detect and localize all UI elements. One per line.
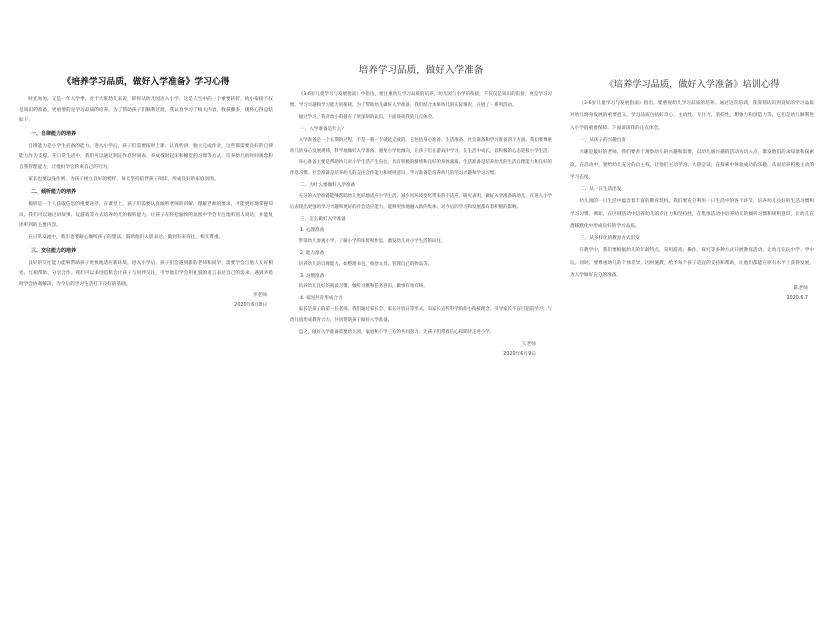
section-heading: 3. 习惯准备 bbox=[300, 273, 325, 279]
paragraph: 在教学中，我们要根据幼儿的年龄特点，采用游戏、操作、探究等多种方式开展教育活动，让幼儿在玩中学、学中玩。同时，要尊重幼儿的个体差异，因材施教，给予每个孩子适宜的支持和帮助，让他们都能在原有水平上获得发展，为入学做好充分的准备。 bbox=[570, 248, 814, 279]
document-title: 《培养学习品质，做好入学准备》学习心得 bbox=[62, 77, 230, 87]
paragraph: 良好的交往能力能够帮助孩子更快地适应新环境。进入小学后，孩子们会遇到新的老师和同学，需要学会与他人友好相处、互相帮助、分享合作。我们可以多创造机会让孩子与同伴交往，引导他们学会用礼貌的语言表达自己的需求，遇到矛盾时学会协商解决，为今后的学习生活打下良好的基础。 bbox=[19, 260, 273, 287]
section-heading: 一、自律能力的培养 bbox=[31, 130, 77, 137]
paragraph: 幼儿园的一日生活中蕴含着丰富的教育契机。我们要充分利用一日生活中的各个环节，培养幼儿良好的生活习惯和学习习惯。例如，在区域活动中培养幼儿的专注力和坚持性，在集体活动中培养幼儿的倾听习惯和规则意识，让幼儿在潜移默化中形成良好的学习品质。 bbox=[570, 199, 814, 230]
document-body bbox=[286, 90, 556, 339]
section-heading: 三、怎么做好入学准备 bbox=[300, 216, 346, 222]
paragraph: 通过学习，我对幼小衔接有了更深刻的认识，下面谈谈我的几点体会。 bbox=[298, 114, 437, 120]
section-heading: 二、倾听能力的培养 bbox=[31, 189, 77, 196]
paragraph: 带领幼儿参观小学，了解小学的环境和作息，激发幼儿对小学生活的向往。 bbox=[298, 238, 446, 244]
paragraph: 培养幼儿的自理能力，如整理书包、收拾文具、管理自己的物品等。 bbox=[298, 261, 433, 267]
document-page-3 bbox=[566, 68, 818, 588]
document-date: 2020年6月9日 bbox=[503, 351, 536, 357]
section-heading: 二、为什么要做好入学准备 bbox=[300, 183, 356, 189]
document-title: 培养学习品质，做好入学准备 bbox=[358, 65, 484, 76]
section-heading: 一、从孩子的兴趣出发 bbox=[580, 138, 626, 144]
section-heading: 4. 家园共育形成合力 bbox=[300, 296, 343, 302]
paragraph: 兴趣是最好的老师。我们要善于观察幼儿的兴趣和需要，以幼儿感兴趣的活动为切入点，激发他们的求知欲和探索欲。在活动中，要给幼儿充分的自主权，让他们主动学习、大胆尝试，在探索中体验成功的乐趣，从而培养积极主动的学习态度。 bbox=[570, 150, 814, 180]
section-heading: 三、交往能力的培养 bbox=[31, 247, 77, 254]
document-page-1 bbox=[15, 66, 277, 566]
signature: 李老师 bbox=[252, 293, 267, 299]
document-page-2 bbox=[286, 56, 556, 572]
document-date: 2020年6月8日 bbox=[234, 303, 267, 309]
paragraph: 充分的入学准备能够帮助幼儿更好地适应小学生活，减少因环境变化带来的不适应。研究表明，做好入学准备的幼儿，在进入小学后表现出更强的学习兴趣和更好的社会适应能力，能够更快地融入新的集体，对今后的学习和发展都有着积极的影响。 bbox=[290, 194, 552, 211]
paragraph: 家长是孩子的第一任老师。我们通过家长会、家长开放日等形式，向家长宣传科学的幼小衔接理念，引导家长不盲目超前学习，与幼儿园形成教育合力，共同帮助孩子做好入学准备。 bbox=[290, 307, 552, 324]
paragraph: 家长也要以身作则，为孩子树立良好的榜样，每天坚持陪伴孩子阅读，形成良好的家庭氛围。 bbox=[28, 176, 219, 182]
document-title: 《培养学习品质，做好入学准备》培训心得 bbox=[604, 79, 780, 90]
paragraph: 培养幼儿良好的阅读习惯、倾听习惯和任务意识，做事有始有终。 bbox=[298, 284, 428, 290]
paragraph: 时光匆匆，又是一年入学季。对于大班幼儿来说，即将从幼儿园迈入小学，这是人生中的一个重要转折。幼小衔接不仅是知识的准备，更重要的是学习品质的培养。为了帮助孩子们顺利过渡，我认真学习了相关内容，收获颇多，现将心得总结如下： bbox=[19, 97, 273, 124]
paragraph: 自律能力是小学生必备的能力。进入小学后，孩子们需要按时上课、认真听讲、独立完成作业，这些都需要良好的自律能力作为支撑。在日常生活中，我们可以通过制定作息时间表、养成按时起床和睡觉的习惯等方式，培养幼儿的时间观念和自我管理能力，让他们学会约束自己的行为。 bbox=[19, 143, 273, 170]
section-heading: 一、入学准备是什么？ bbox=[300, 126, 346, 132]
document-date: 2020.6.7 bbox=[786, 295, 808, 301]
paragraph: 《3-6岁儿童学习与发展指南》指出，要重视幼儿学习品质的培养。通过这次培训，我深刻认识到良好的学习品质对幼儿终身发展的重要意义。学习品质包括好奇心、主动性、专注力、坚持性、想象力和创造力等，它们是幼儿顺利进入小学的重要保障。下面谈谈我的几点体会。 bbox=[570, 101, 814, 131]
document-body bbox=[566, 98, 818, 283]
paragraph: 倾听是一个人获取信息的重要途径。在课堂上，孩子们需要认真倾听老师的讲解，理解老师的要求，才能更好地掌握知识。我们可以通过讲故事、玩游戏等方式培养幼儿的倾听能力，让孩子在轻松愉快的氛围中学会专注地听别人说话，并能复述听到的主要内容。 bbox=[19, 202, 273, 229]
signature: 陈老师 bbox=[793, 285, 808, 291]
section-heading: 三、从多样化的教育方式出发 bbox=[580, 236, 640, 242]
section-heading: 1. 心理准备 bbox=[300, 227, 325, 233]
section-heading: 二、从一日生活出发 bbox=[580, 187, 622, 193]
paragraph: 在日常交流中，我们也要耐心倾听孩子的想法，鼓励他们大胆表达，做到有来有往，相互尊重。 bbox=[28, 234, 224, 240]
paragraph: 身心准备主要是帮助幼儿对小学生活产生向往，具有积极的情绪和良好的身体素质。生活准备是培养幼儿的生活自理能力和良好的作息习惯。社会准备是培养幼儿的交往合作能力和规则意识。学习准备是培养幼儿的学习兴趣和学习习惯。 bbox=[290, 160, 552, 177]
paragraph: 入学准备是一个长期的过程，不是一朝一夕就能完成的。它包括身心准备、生活准备、社会准备和学习准备四个方面。我们要尊重幼儿的身心发展规律，科学地做好入学准备，避免小学化倾向，让孩子们在游戏中学习，在生活中成长，以积极的心态迎接小学生活。 bbox=[290, 137, 553, 154]
document-body bbox=[15, 95, 277, 290]
paragraph: 《3-6岁儿童学习与发展指南》中指出，要注重幼儿学习品质的培养。幼儿园与小学的衔接，不仅仅是知识的衔接，更是学习习惯、学习兴趣和学习能力的衔接。为了帮助幼儿做好入学准备，我们结合本班幼儿的实际情况，开展了一系列活动。 bbox=[290, 92, 552, 108]
paragraph: 总之，做好入学准备需要幼儿园、家庭和小学三方的共同努力，让孩子们带着信心和期待走进小学。 bbox=[298, 330, 495, 336]
signature: 王老师 bbox=[521, 341, 536, 347]
section-heading: 2. 能力准备 bbox=[300, 250, 325, 256]
